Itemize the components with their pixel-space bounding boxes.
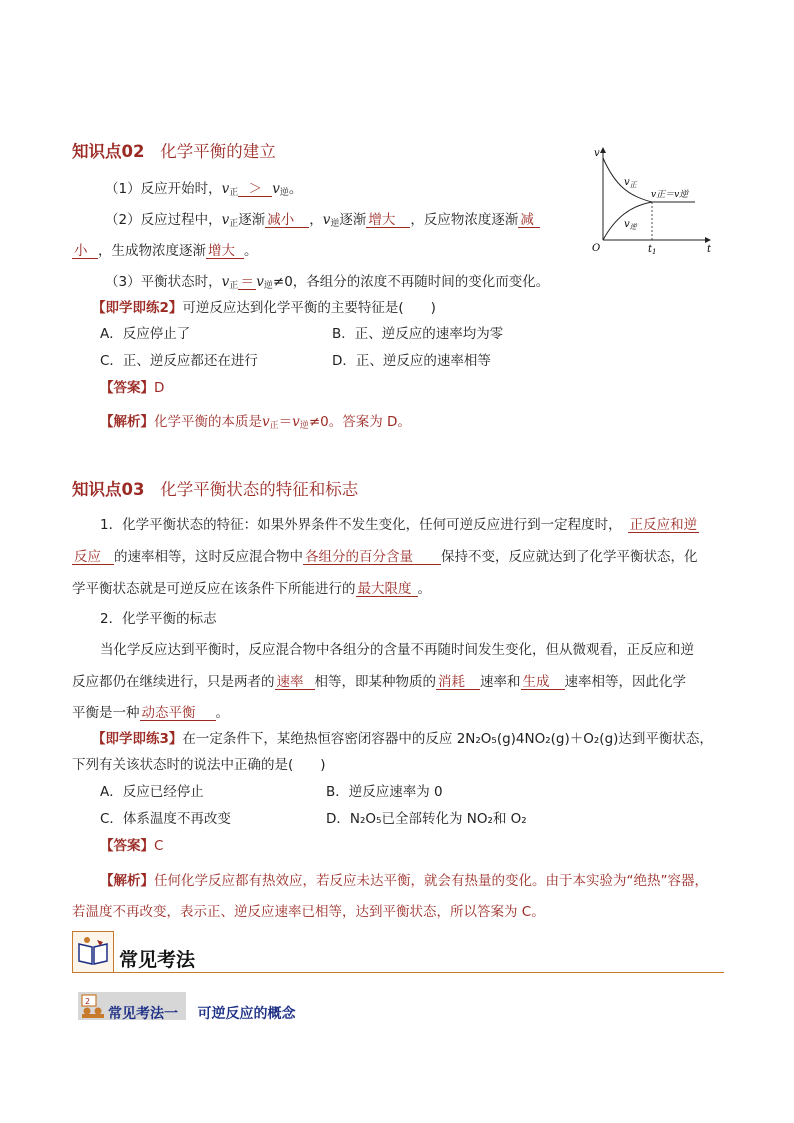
subscript: 正: [229, 219, 239, 229]
answer-tag: 【答案】: [100, 380, 154, 396]
sub-tag: 常见考法一: [108, 1006, 178, 1022]
analysis-tag: 【解析】: [100, 873, 154, 889]
kp02-line4: [105, 270, 549, 291]
section-heading-kp03: [72, 476, 358, 500]
kp02-line3: [72, 239, 258, 259]
fill-blank: 增大: [366, 213, 410, 228]
text: ，: [309, 212, 323, 228]
banner-divider: [72, 972, 724, 973]
text: 的速率相等，这时反应混合物中: [114, 549, 303, 565]
x-axis-label: t: [707, 244, 712, 255]
equal-label: v正＝v逆: [651, 190, 689, 200]
forward-label: $v_正$: [624, 177, 637, 189]
y-axis-label: v: [594, 148, 600, 159]
practice-tag: 【即学即练3】: [92, 731, 183, 747]
subscript: 逆: [279, 188, 289, 198]
symbol-v: v: [256, 274, 264, 290]
section-heading-kp02: [72, 138, 276, 162]
symbol-v: v: [322, 212, 331, 228]
fill-blank: 各组分的百分含量: [303, 550, 441, 565]
fill-blank: 最大限度: [356, 582, 418, 597]
t1-label: $t_1$: [648, 244, 657, 256]
text: ，生成物浓度逐渐: [98, 243, 206, 259]
option: A．反应已经停止: [100, 784, 204, 800]
kp03-p1-line2: [72, 545, 698, 565]
question-text: 在一定条件下，某绝热恒容密闭容器中的反应 2N₂O₅(g)4NO₂(g)＋O₂(g)达到平衡状态，: [182, 731, 713, 747]
origin-label: O: [592, 243, 601, 254]
fill-blank: 速率: [275, 675, 315, 690]
fill-blank: 减: [518, 213, 540, 228]
fill-blank: 减小: [265, 213, 309, 228]
option: C．体系温度不再改变: [100, 811, 231, 827]
text: ＝: [278, 414, 293, 430]
kp03-p2-title: 2．化学平衡的标志: [100, 611, 217, 627]
fill-blank: 正反应和逆: [629, 517, 698, 533]
subscript: 逆: [299, 421, 309, 431]
heading-title: 化学平衡状态的特征和标志: [160, 480, 359, 499]
answer-line: [100, 834, 163, 854]
text: 学平衡状态就是可逆反应在该条件下所能进行的: [72, 581, 356, 597]
text: 任何化学反应都有热效应，若反应未达平衡，就会有热量的变化。由于本实验为“绝热”容器，: [154, 873, 708, 889]
kp03-p3-line3: [72, 701, 229, 721]
subscript: 逆: [330, 219, 340, 229]
practice-tag: 【即学即练2】: [92, 300, 183, 316]
answer-tag: 【答案】: [100, 838, 154, 854]
analysis-line-1: [100, 869, 708, 889]
option: B．逆反应速率为 0: [326, 784, 443, 800]
symbol-v: v: [221, 212, 230, 228]
fill-blank: 动态平衡: [140, 706, 216, 721]
subscript: 正: [229, 188, 239, 198]
fill-blank: 消耗: [436, 675, 480, 690]
answer-value: C: [154, 838, 164, 854]
fill-blank: 反应: [72, 550, 114, 565]
question-text: 可逆反应达到化学平衡的主要特征是( ): [182, 300, 436, 316]
heading-title: 化学平衡的建立: [160, 142, 276, 161]
text: 。: [244, 243, 258, 259]
text: （2）反应过程中，: [105, 212, 222, 228]
text: 速率相等，因此化学: [564, 674, 686, 690]
text: 逐渐: [238, 212, 266, 228]
rate-time-graph: [590, 140, 720, 260]
option: A．反应停止了: [100, 326, 191, 342]
teacher-icon: [80, 994, 106, 1018]
text: 反应都仍在继续进行，只是两者的: [72, 674, 275, 690]
text: ≠0。答案为 D。: [308, 414, 411, 430]
symbol-v: v: [272, 181, 280, 197]
text: 。: [215, 705, 229, 721]
fill-blank: 生成: [521, 675, 565, 690]
text: 化学平衡的本质是: [154, 414, 262, 430]
option: D．N₂O₅已全部转化为 NO₂和 O₂: [326, 811, 527, 827]
text: 逐渐: [339, 212, 367, 228]
text: 平衡是一种: [72, 705, 140, 721]
analysis-line: [100, 410, 411, 431]
practice-3-question-cont: 下列有关该状态时的说法中正确的是( ): [72, 757, 326, 773]
fill-blank: ＞: [238, 182, 272, 197]
text: 1．化学平衡状态的特征：如果外界条件不发生变化，任何可逆反应进行到一定程度时，: [100, 517, 622, 533]
heading-number: 知识点02: [72, 142, 145, 161]
text: （1）反应开始时，: [105, 181, 222, 197]
analysis-tag: 【解析】: [100, 414, 154, 430]
symbol-v: v: [221, 274, 230, 290]
text: 速率和: [480, 674, 521, 690]
symbol-v: v: [221, 181, 230, 197]
kp02-line2: [105, 208, 540, 229]
heading-number: 知识点03: [72, 480, 145, 499]
kp03-p1-line1: [100, 513, 699, 533]
practice-2-question: [92, 296, 436, 316]
subscript: 正: [229, 281, 239, 291]
text: 相等，即某种物质的: [314, 674, 436, 690]
kp02-line1: [105, 177, 302, 198]
text: 保持不变，反应就达到了化学平衡状态，化: [441, 549, 698, 565]
svg-text:2: 2: [85, 997, 91, 1006]
analysis-line-2: 若温度不再改变，表示正、逆反应速率已相等，达到平衡状态，所以答案为 C。: [72, 904, 545, 920]
fill-blank: ＝: [238, 275, 256, 290]
fill-blank: 小: [72, 244, 98, 259]
sub-title: [108, 1003, 296, 1023]
answer-value: D: [154, 380, 165, 396]
option: B．正、逆反应的速率均为零: [332, 326, 504, 342]
symbol-v: v: [292, 414, 300, 430]
option: D．正、逆反应的速率相等: [332, 353, 491, 369]
text: 。: [288, 181, 303, 197]
kp03-p3-line1: 当化学反应达到平衡时，反应混合物中各组分的含量不再随时间发生变化，但从微观看，正反应和逆: [100, 642, 694, 658]
text: ，反应物浓度逐渐: [410, 212, 519, 228]
kp03-p3-line2: [72, 670, 686, 690]
book-icon: [72, 931, 114, 973]
text: （3）平衡状态时，: [105, 274, 222, 290]
subscript: 正: [269, 421, 279, 431]
sub-title-text: 可逆反应的概念: [197, 1006, 296, 1022]
text: 。: [417, 581, 431, 597]
fill-blank: 增大: [206, 244, 244, 259]
kp03-p1-line3: [72, 577, 431, 597]
reverse-label: $v_逆$: [624, 219, 637, 231]
answer-line: [100, 376, 164, 396]
banner-title: 常见考法: [119, 949, 196, 971]
subscript: 逆: [263, 281, 273, 291]
symbol-v: v: [262, 414, 270, 430]
text: ≠0，各组分的浓度不再随时间的变化而变化。: [272, 274, 550, 290]
option: C．正、逆反应都还在进行: [100, 353, 258, 369]
practice-3-question: [92, 727, 713, 747]
